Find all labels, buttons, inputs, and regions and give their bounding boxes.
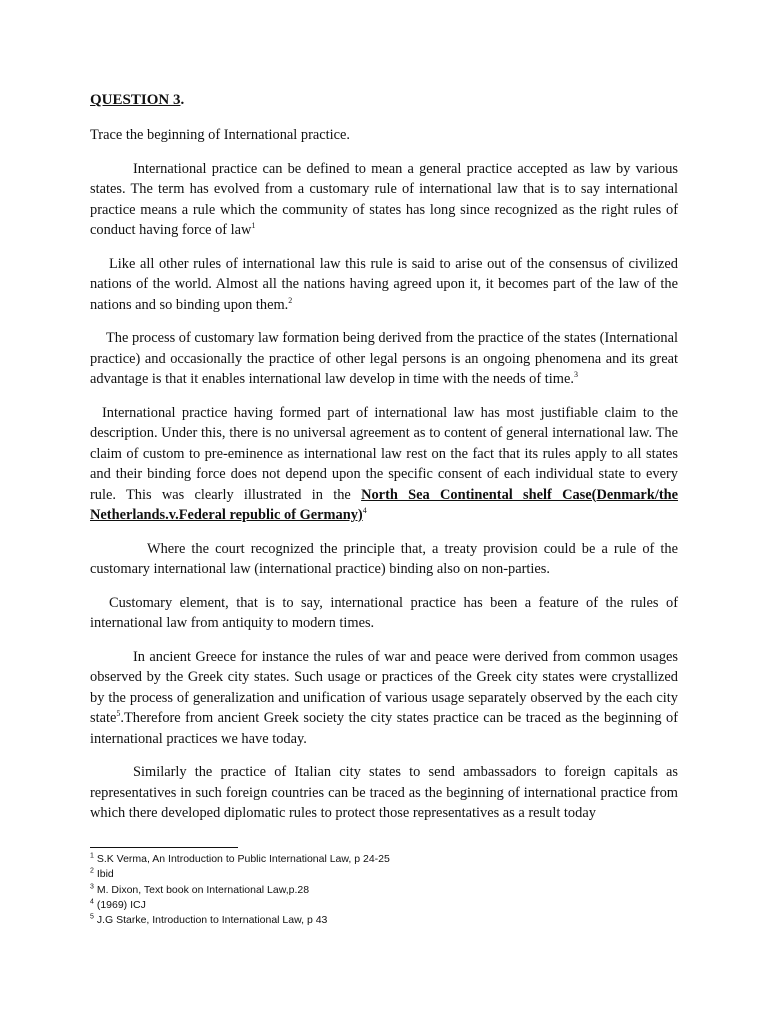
paragraph-consensus bbox=[90, 254, 678, 316]
footnote-text: J.G Starke, Introduction to International Law, p 43 bbox=[93, 914, 328, 927]
question-text: Trace the beginning of International practice. bbox=[90, 127, 351, 143]
question-heading-period: . bbox=[180, 92, 185, 108]
footnote-ref-2: 2 bbox=[288, 295, 293, 305]
footnote-4 bbox=[90, 898, 390, 913]
document-body bbox=[90, 125, 678, 824]
case-citation: North Sea Continental shelf Case(Denmark/the Netherlands.v.Federal republic of Germany) bbox=[90, 486, 679, 523]
footnote-5 bbox=[90, 913, 390, 928]
footnote-text: S.K Verma, An Introduction to Public International Law, p 24-25 bbox=[93, 853, 390, 865]
footnote-number: 1 bbox=[90, 852, 94, 860]
footnote-text: Ibid bbox=[93, 868, 114, 881]
footnote-text: (1969) ICJ bbox=[93, 898, 146, 911]
paragraph-consensus-text: Like all other rules of international law this rule is said to arise out of the consensus of civilized nations of the world. Almost all the nations having agreed upon it, it becomes part of the law of the nations and so binding upon them. bbox=[90, 255, 678, 313]
paragraph-definition-text: International practice can be defined to mean a general practice accepted as law by various states. The term has evolved from a customary rule of international law that is to say international practice means a rule which the community of states has long since recognized as the right rules of conduct having force of law bbox=[90, 160, 678, 238]
paragraph-formation bbox=[90, 328, 678, 390]
paragraph-claim bbox=[90, 403, 678, 526]
footnote-number: 2 bbox=[90, 867, 94, 875]
footnote-1 bbox=[90, 852, 390, 867]
footnote-text: M. Dixon, Text book on International Law,p.28 bbox=[93, 883, 310, 896]
footnote-ref-5: 5 bbox=[116, 709, 121, 719]
footnote-ref-4: 4 bbox=[362, 506, 367, 516]
footnote-separator bbox=[90, 847, 238, 848]
paragraph-greece-text-b: .Therefore from ancient Greek society the city states practice can be traced as the beginning of international practices we have today. bbox=[90, 710, 678, 747]
footnote-number: 3 bbox=[90, 883, 94, 891]
paragraph-greece bbox=[90, 647, 678, 750]
footnote-ref-3: 3 bbox=[573, 370, 578, 380]
footnotes bbox=[90, 852, 390, 928]
paragraph-italy: Similarly the practice of Italian city states to send ambassadors to foreign capitals as representatives in such foreign countries can be traced as the beginning of international practice from which there developed diplomatic rules to protect those representatives as a result today bbox=[90, 764, 678, 821]
paragraph-greece-text-a: In ancient Greece for instance the rules of war and peace were derived from common usages observed by the Greek city states. Such usage or practices of the Greek city states were crystallized by the process of generalization and unification of various usage separately observed by the each city state bbox=[90, 648, 678, 726]
paragraph-court: Where the court recognized the principle that, a treaty provision could be a rule of the customary international law (international practice) binding also on non-parties. bbox=[90, 540, 678, 577]
paragraph-claim-text: International practice having formed part of international law has most justifiable claim to the description. Under this, there is no universal agreement as to content of general international law. The claim of custom to pre-eminence as international law rest on the fact that its rules apply to all states and their binding force does not depend upon the specific consent of each individual state to every rule. This was clearly illustrated in the bbox=[90, 404, 678, 503]
footnote-ref-1: 1 bbox=[251, 221, 256, 231]
footnote-number: 5 bbox=[90, 913, 94, 921]
paragraph-definition bbox=[90, 159, 678, 241]
paragraph-customary: Customary element, that is to say, international practice has been a feature of the rules of international law from antiquity to modern times. bbox=[90, 594, 678, 631]
footnote-2 bbox=[90, 867, 390, 882]
footnote-3 bbox=[90, 883, 390, 898]
paragraph-formation-text: The process of customary law formation being derived from the practice of the states (International practice) and occasionally the practice of other legal persons is an ongoing phenomena and its great advantage is that it enables international law develop in time with the needs of time. bbox=[90, 330, 678, 387]
footnote-number: 4 bbox=[90, 898, 94, 906]
question-heading bbox=[90, 92, 184, 109]
question-heading-title: QUESTION 3 bbox=[90, 92, 181, 108]
